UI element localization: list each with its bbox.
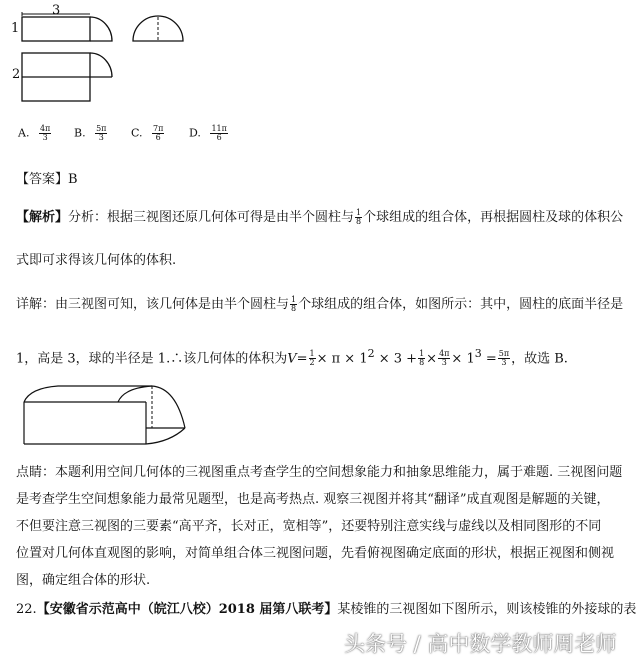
analysis-tag: 【解析】 (16, 210, 69, 225)
volume-symbol: V (287, 351, 297, 367)
detail-line-2: 1，高是 3，球的半径是 1.∴该几何体的体积为V= $\frac{1}{2}$ × $\pi \times 1^2 \times 3$ + $\frac{1}{8}$ × $\frac{4\pi}{3}$ × $1^3$ = $\frac{5\pi}{3}$ ，故选 B. (16, 347, 568, 368)
option-d-num: 11π (211, 124, 227, 133)
option-a: A. $\frac{4\pi}{3}$ (18, 124, 51, 142)
comment-line-1: 点睛：本题利用空间几何体的三视图重点考查学生的空间想象能力和抽象思维能力，属于难题. 三视图问题 (16, 465, 623, 480)
option-c-den: 6 (155, 133, 161, 142)
comment-line-3: 不但要注意三视图的三要素“高平齐，长对正，宽相等”，还要特别注意实线与虚线以及相同图形的不同 (16, 519, 602, 534)
analysis-line-1: 【解析】分析：根据三视图还原几何体可得是由半个圆柱与 $\frac{1}{8}$ 个球组成的组合体，再根据圆柱及球的体积公 (16, 208, 624, 226)
view-label-1: 1 (11, 21, 20, 36)
question-source: 【安徽省示范高中（皖江八校）2018 届第八联考】 (36, 602, 338, 617)
option-d-den: 6 (216, 133, 222, 142)
option-c-num: 7π (153, 124, 164, 133)
option-b-num: 5π (96, 124, 107, 133)
option-a-num: 4π (39, 124, 51, 133)
question-text: 某棱锥的三视图如下图所示，则该棱锥的外接球的表 (337, 602, 637, 617)
solid-figure (0, 380, 200, 460)
option-a-den: 3 (42, 133, 48, 142)
front-view-figure (0, 0, 640, 110)
answer-line: 【答案】B (16, 172, 78, 187)
question-number: 22. (16, 602, 37, 617)
comment-line-2: 是考查学生空间想象能力最常见题型，也是高考热点. 观察三视图并将其“翻译”成直观图是解题的关键， (16, 492, 610, 507)
option-d: D. $\frac{11\pi}{6}$ (189, 124, 227, 142)
comment-line-4: 位置对几何体直观图的影响，对简单组合体三视图问题，先看俯视图确定底面的形状，根据正视图和侧视 (16, 546, 615, 561)
comment-line-5: 图，确定组合体的形状. (16, 573, 151, 588)
view-label-2: 2 (12, 67, 21, 82)
analysis-line-2: 式即可求得该几何体的体积. (16, 253, 177, 268)
watermark: 头条号 / 高中数学教师周老师 (344, 632, 617, 656)
option-b-den: 3 (98, 133, 104, 142)
width-label: 3 (52, 3, 61, 18)
option-c: C. $\frac{7\pi}{6}$ (131, 124, 164, 142)
next-question-line (16, 598, 636, 621)
detail-line-1: 详解：由三视图可知，该几何体是由半个圆柱与 $\frac{1}{8}$ 个球组成的组合体，如图所示：其中，圆柱的底面半径是 (16, 295, 624, 313)
option-b: B. $\frac{5\pi}{3}$ (74, 124, 107, 142)
